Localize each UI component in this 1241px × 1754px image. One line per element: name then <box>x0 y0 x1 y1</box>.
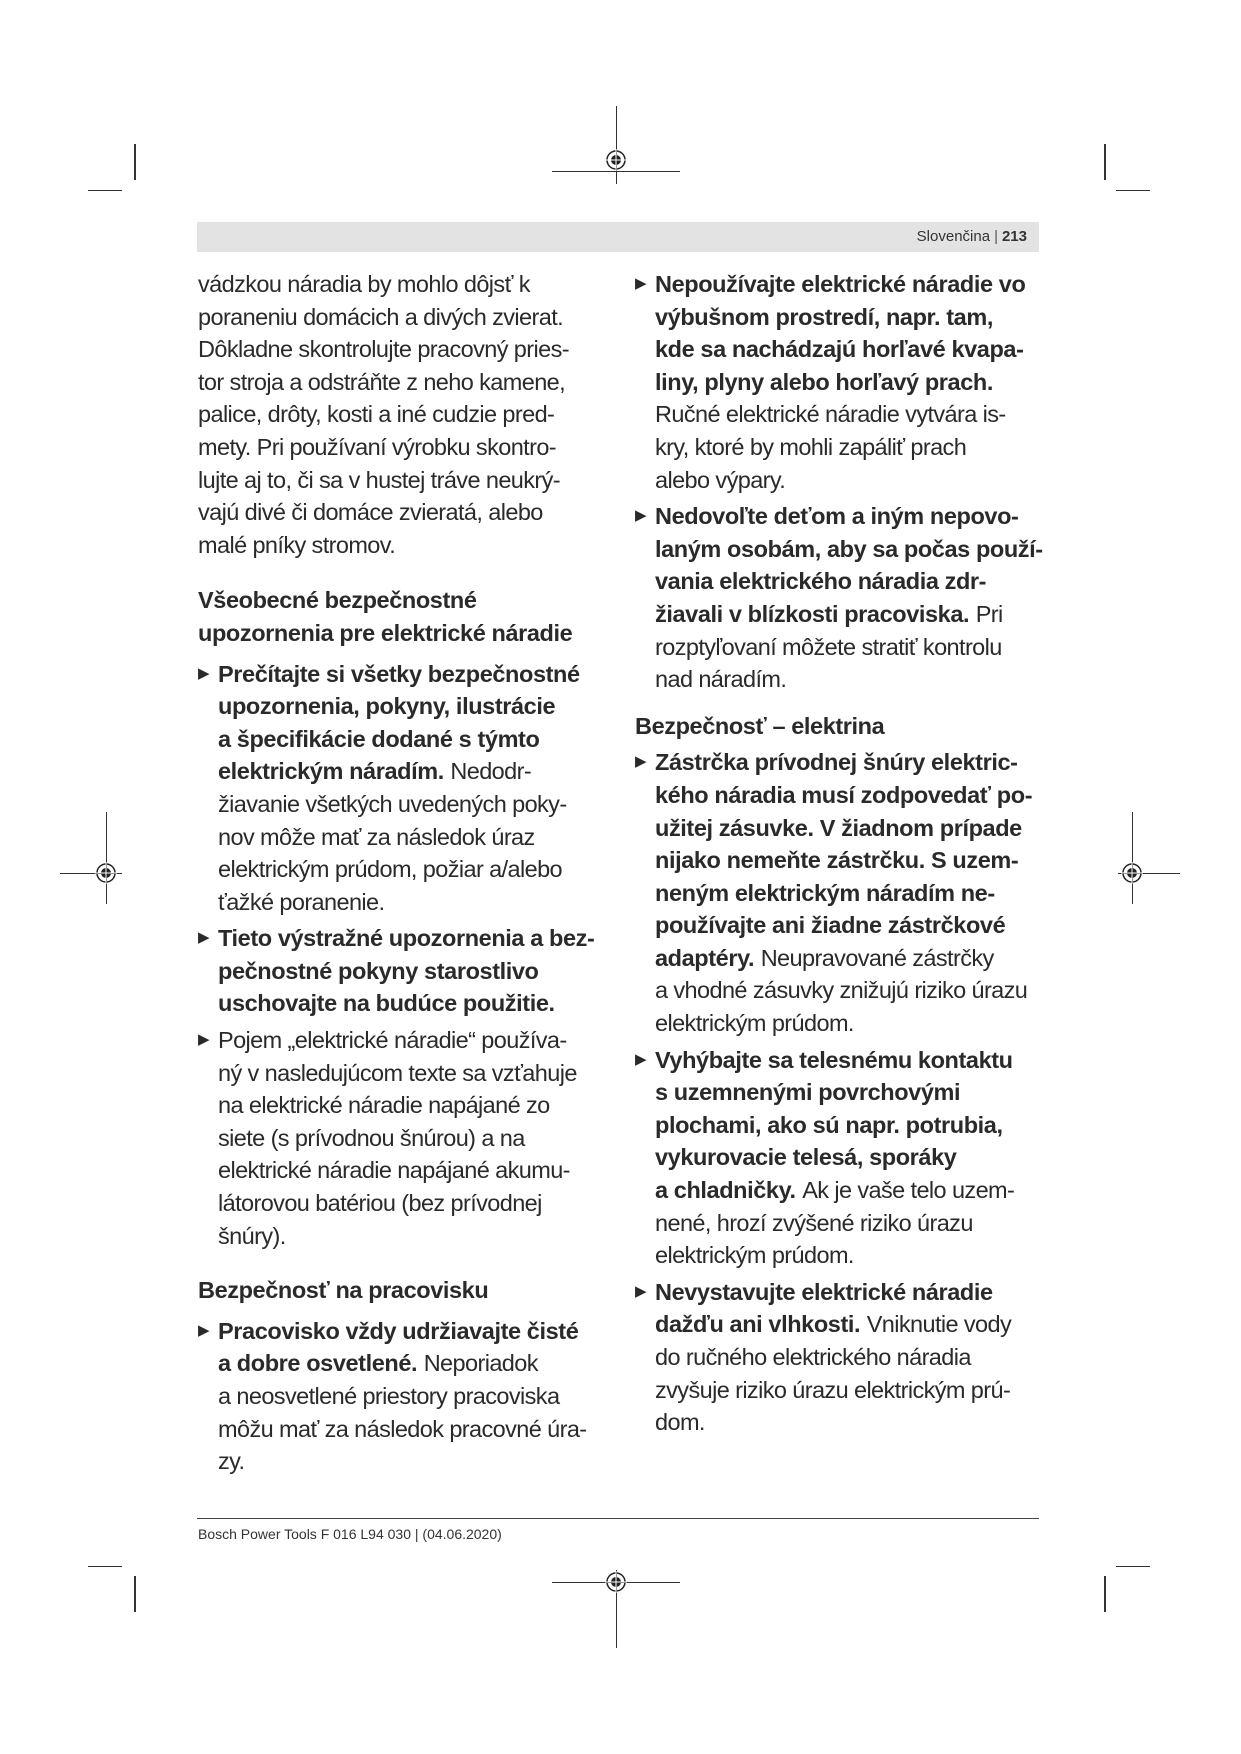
header-separator: | <box>994 228 998 245</box>
text-line: Pojem „elektrické náradie“ používa- <box>218 1027 567 1054</box>
registration-line <box>616 106 617 184</box>
text-line: mety. Pri používaní výrobku skontro- <box>198 433 557 460</box>
text-line: alebo výpary. <box>655 466 786 493</box>
bold-line: Pracovisko vždy udržiavajte čisté <box>218 1317 579 1344</box>
bold-line: kde sa nachádzajú horľavé kvapa- <box>655 336 1024 363</box>
bullet-arrow-icon: ▶ <box>635 507 647 525</box>
text-line: palice, drôty, kosti a iné cudzie pred- <box>198 401 555 428</box>
bullet-arrow-icon: ▶ <box>198 1031 210 1049</box>
intro-paragraph <box>198 268 616 561</box>
text-line: malé pníky stromov. <box>198 531 396 558</box>
registration-mark-icon <box>95 862 117 884</box>
text-line: nov môže mať za následok úraz <box>218 823 535 850</box>
registration-line <box>106 812 107 904</box>
bullet-item <box>198 1315 616 1478</box>
bold-line: vania elektrického náradia zdr- <box>655 568 987 595</box>
page-footer: Bosch Power Tools F 016 L94 030 | (04.06.2020) <box>198 1526 502 1542</box>
text-line: Neporiadok <box>423 1350 538 1377</box>
crop-mark <box>1104 1576 1106 1612</box>
bold-line: Zástrčka prívodnej šnúry elektric- <box>655 749 1018 776</box>
bold-line: Nepoužívajte elektrické náradie vo <box>655 271 1026 297</box>
heading-line: upozornenia pre elektrické náradie <box>198 619 573 646</box>
text-line: elektrickým prúdom. <box>655 1010 854 1037</box>
text-line: Dôkladne skontrolujte pracovný pries- <box>198 336 569 363</box>
text-line: a vhodné zásuvky znižujú riziko úrazu <box>655 977 1028 1004</box>
bold-line: Vyhýbajte sa telesnému kontaktu <box>655 1046 1013 1073</box>
crop-mark <box>1116 190 1150 191</box>
heading-line: Všeobecné bezpečnostné <box>198 587 477 614</box>
bold-line: používajte ani žiadne zástrčkové <box>655 912 1006 939</box>
bold-line: užitej zásuvke. V žiadnom prípade <box>655 814 1022 841</box>
bold-line: a špecifikácie dodané s týmto <box>218 725 540 752</box>
bold-line: výbušnom prostredí, napr. tam, <box>655 303 993 330</box>
footer-rule <box>197 1518 1039 1519</box>
text-line: elektrické náradie napájané akumu- <box>218 1157 570 1184</box>
bold-line: elektrickým náradím. <box>218 758 444 785</box>
crop-mark <box>88 190 122 191</box>
text-line: tor stroja a odstráňte z neho kamene, <box>198 368 566 395</box>
crop-mark <box>134 144 136 180</box>
bullet-item <box>198 1024 616 1252</box>
bullet-item <box>198 922 616 1020</box>
text-line: siete (s prívodnou šnúrou) a na <box>218 1124 525 1151</box>
text-line: rozptyľovaní môžete stratiť kontrolu <box>655 633 1002 660</box>
registration-mark-icon <box>605 1571 627 1593</box>
text-line: elektrickým prúdom. <box>655 1242 854 1269</box>
text-line: Nedodr- <box>450 758 532 785</box>
registration-mark-icon <box>605 149 627 171</box>
text-line: Pri <box>975 600 1003 627</box>
bold-line: plochami, ako sú napr. potrubia, <box>655 1111 1003 1138</box>
text-line: môžu mať za následok pracovné úra- <box>218 1415 587 1442</box>
crop-mark <box>1104 144 1106 180</box>
text-line: elektrickým prúdom, požiar a/alebo <box>218 856 563 883</box>
bold-line: upozornenia, pokyny, ilustrácie <box>218 693 556 720</box>
left-column <box>198 268 616 1478</box>
bullet-item <box>635 1044 1053 1272</box>
page-number: 213 <box>1001 228 1027 245</box>
bold-line: a dobre osvetlené. <box>218 1350 418 1377</box>
header-language: Slovenčina <box>916 228 991 245</box>
text-line: Vniknutie vody <box>866 1311 1012 1338</box>
text-line: žiavanie všetkých uvedených poky- <box>218 790 567 817</box>
text-line: Neupravované zástrčky <box>760 944 994 971</box>
bullet-item <box>635 268 1053 496</box>
bullet-arrow-icon: ▶ <box>635 1050 647 1068</box>
text-line: vádzkou náradia by mohlo dôjsť k <box>198 271 530 297</box>
bullet-item <box>635 746 1053 1039</box>
bold-line: dažďu ani vlhkosti. <box>655 1311 861 1338</box>
bullet-item <box>198 658 616 919</box>
text-line: zvyšuje riziko úrazu elektrickým prú- <box>655 1376 1011 1403</box>
bold-line: a chladničky. <box>655 1177 796 1204</box>
text-line: Ručné elektrické náradie vytvára is- <box>655 401 1006 428</box>
bullet-arrow-icon: ▶ <box>198 929 210 947</box>
crop-mark <box>88 1566 122 1567</box>
text-line: a neosvetlené priestory pracoviska <box>218 1383 560 1409</box>
text-line: šnúry). <box>218 1222 286 1249</box>
text-line: Ak je vaše telo uzem- <box>802 1177 1015 1204</box>
bullet-item <box>635 1276 1053 1439</box>
bold-line: vykurovacie telesá, sporáky <box>655 1144 957 1171</box>
text-line: poraneniu domácich a divých zvierat. <box>198 303 564 330</box>
registration-line <box>1132 812 1133 904</box>
bullet-arrow-icon: ▶ <box>198 1321 210 1339</box>
text-line: na elektrické náradie napájané zo <box>218 1092 550 1119</box>
bullet-arrow-icon: ▶ <box>198 664 210 682</box>
text-line: lujte aj to, či sa v hustej tráve neukrý- <box>198 466 561 493</box>
text-line: látorovou batériou (bez prívodnej <box>218 1190 542 1217</box>
registration-mark-icon <box>1121 862 1143 884</box>
header-text <box>917 228 1027 245</box>
text-line: vajú divé či domáce zvieratá, alebo <box>198 499 543 526</box>
bold-line: kého náradia musí zodpovedať po- <box>655 781 1033 808</box>
text-line: do ručného elektrického náradia <box>655 1344 971 1370</box>
bold-line: liny, plyny alebo horľavý prach. <box>655 368 993 395</box>
crop-mark <box>134 1576 136 1612</box>
right-column <box>635 268 1053 1439</box>
section-heading: Bezpečnosť na pracovisku <box>198 1277 489 1304</box>
bullet-arrow-icon: ▶ <box>635 275 647 292</box>
bold-line: s uzemnenými povrchovými <box>655 1079 961 1106</box>
text-line: nad náradím. <box>655 666 787 693</box>
text-line: dom. <box>655 1409 705 1436</box>
bold-line: adaptéry. <box>655 944 755 971</box>
section-heading <box>198 584 616 649</box>
bullet-arrow-icon: ▶ <box>635 753 647 771</box>
text-line: ný v nasledujúcom texte sa vzťahuje <box>218 1059 577 1086</box>
bold-line: žiavali v blízkosti pracoviska. <box>655 600 970 627</box>
bold-line: neným elektrickým náradím ne- <box>655 879 995 906</box>
text-line: zy. <box>218 1448 245 1475</box>
bold-line: Nedovoľte deťom a iným nepovo- <box>655 503 1019 530</box>
bullet-item <box>635 500 1053 696</box>
bold-line: laným osobám, aby sa počas použí- <box>655 535 1043 562</box>
crop-mark <box>1116 1566 1150 1567</box>
text-line: ťažké poranenie. <box>218 888 385 915</box>
bold-line: Prečítajte si všetky bezpečnostné <box>218 660 580 687</box>
bold-line: uschovajte na budúce použitie. <box>218 990 555 1017</box>
bold-line: Tieto výstražné upozornenia a bez- <box>218 925 595 952</box>
page-header <box>197 222 1039 252</box>
bold-line: Nevystavujte elektrické náradie <box>655 1278 993 1305</box>
bold-line: pečnostné pokyny starostlivo <box>218 957 539 984</box>
bullet-arrow-icon: ▶ <box>635 1282 647 1300</box>
text-line: nené, hrozí zvýšené riziko úrazu <box>655 1209 973 1236</box>
text-line: kry, ktoré by mohli zapáliť prach <box>655 433 967 460</box>
bold-line: nijako nemeňte zástrčku. S uzem- <box>655 847 1019 874</box>
section-heading: Bezpečnosť – elektrina <box>635 712 885 739</box>
